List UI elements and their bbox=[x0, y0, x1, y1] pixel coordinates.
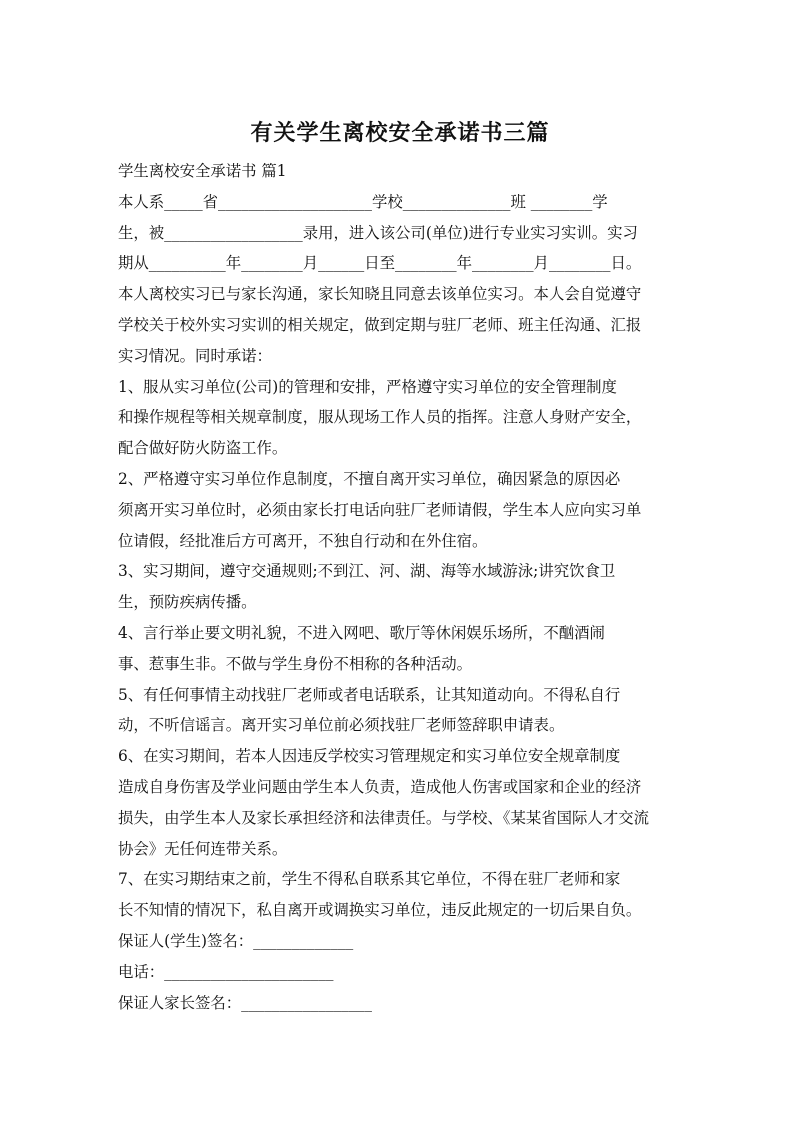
item-line: 配合做好防火防盗工作。 bbox=[118, 439, 288, 458]
item-line: 损失，由学生本人及家长承担经济和法律责任。与学校、《某某省国际人才交流 bbox=[118, 808, 649, 827]
parent-signature-field: 保证人家长签名：_________________ bbox=[118, 993, 372, 1012]
item-line: 须离开实习单位时，必须由家长打电话向驻厂老师请假，学生本人应向实习单 bbox=[118, 500, 642, 519]
commitment-item-7 bbox=[118, 864, 684, 926]
commitment-item-5 bbox=[118, 680, 684, 742]
commitment-item-4 bbox=[118, 618, 684, 680]
section-subtitle: 学生离校安全承诺书 篇1 bbox=[118, 162, 287, 180]
intro-line: 本人离校实习已与家长沟通，家长知晓且同意去该单位实习。本人会自觉遵守 bbox=[118, 285, 642, 304]
item-line: 长不知情的情况下，私自离开或调换实习单位，违反此规定的一切后果自负。 bbox=[118, 901, 642, 920]
item-line: 6、在实习期间，若本人因违反学校实习管理规定和实习单位安全规章制度 bbox=[118, 747, 621, 766]
intro-line: 实习情况。同时承诺： bbox=[118, 346, 272, 365]
document-title: 有关学生离校安全承诺书三篇 bbox=[250, 121, 550, 146]
signature-block bbox=[118, 926, 684, 1018]
item-line: 生，预防疾病传播。 bbox=[118, 593, 257, 612]
item-line: 和操作规程等相关规章制度，服从现场工作人员的指挥。注意人身财产安全， bbox=[118, 408, 642, 427]
commitment-item-6 bbox=[118, 741, 684, 864]
item-line: 2、严格遵守实习单位作息制度，不擅自离开实习单位，确因紧急的原因必 bbox=[118, 469, 621, 488]
item-line: 5、有任何事情主动找驻厂老师或者电话联系，让其知道动向。不得私自行 bbox=[118, 685, 621, 704]
intro-line: 本人系_____省____________________学校______________班 ________学 bbox=[118, 192, 608, 211]
student-signature-field: 保证人(学生)签名：_____________ bbox=[118, 931, 354, 950]
commitment-item-3 bbox=[118, 556, 684, 618]
intro-line: 期从__________年________月______日至________年________月________日。 bbox=[118, 254, 642, 273]
item-line: 4、言行举止要文明礼貌，不进入网吧、歌厅等休闲娱乐场所，不酗酒闹 bbox=[118, 623, 605, 642]
item-line: 事、惹事生非。不做与学生身份不相称的各种活动。 bbox=[118, 654, 472, 673]
item-line: 协会》无任何连带关系。 bbox=[118, 839, 288, 858]
item-line: 7、在实习期结束之前，学生不得私自联系其它单位，不得在驻厂老师和家 bbox=[118, 870, 621, 889]
commitment-item-2 bbox=[118, 464, 684, 556]
item-line: 动，不听信谣言。离开实习单位前必须找驻厂老师签辞职申请表。 bbox=[118, 716, 565, 735]
item-line: 1、服从实习单位(公司)的管理和安排，严格遵守实习单位的安全管理制度 bbox=[118, 377, 617, 396]
item-line: 位请假，经批准后方可离开，不独自行动和在外住宿。 bbox=[118, 531, 488, 550]
commitment-item-1 bbox=[118, 372, 684, 464]
intro-line: 学校关于校外实习实训的相关规定，做到定期与驻厂老师、班主任沟通、汇报 bbox=[118, 315, 642, 334]
item-line: 3、实习期间，遵守交通规则;不到江、河、湖、海等水域游泳;讲究饮食卫 bbox=[118, 562, 616, 581]
intro-paragraph bbox=[118, 187, 684, 372]
intro-line: 生，被__________________录用，进入该公司(单位)进行专业实习实训。实习 bbox=[118, 223, 638, 242]
item-line: 造成自身伤害及学业问题由学生本人负责，造成他人伤害或国家和企业的经济 bbox=[118, 777, 642, 796]
document-body bbox=[118, 156, 684, 1018]
phone-field: 电话：______________________ bbox=[118, 962, 334, 981]
